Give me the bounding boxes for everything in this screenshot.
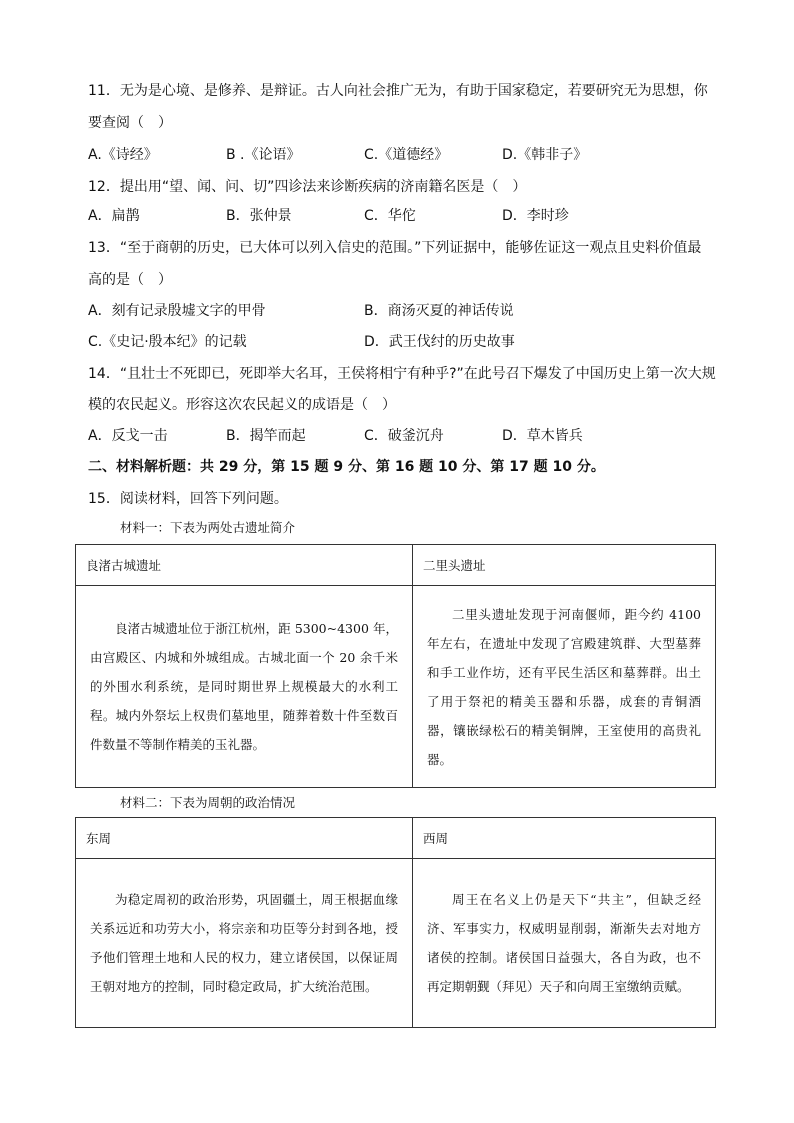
q14-option-c: C．破釜沉舟 — [364, 428, 444, 444]
material2-cell-east-zhou — [76, 859, 413, 1028]
material2-header-east-zhou: 东周 — [76, 818, 413, 859]
material1-caption: 材料一：下表为两处古遗址简介 — [120, 520, 296, 535]
section2-heading: 二、材料解析题：共 29 分，第 15 题 9 分、第 16 题 10 分、第 17 题 10 分。 — [88, 459, 605, 475]
q14-option-b: B．揭竿而起 — [226, 428, 306, 444]
material1-text-erlitou: 二里头遗址发现于河南偃师，距今约 4100 年左右，在遗址中发现了宫殿建筑群、大型墓葬和手工业作坊，还有平民生活区和墓葬群。出土了用于祭祀的精美玉器和乐器，成套的青铜酒器，镶嵌绿松石的精美铜牌，王室使用的高贵礼器。 — [427, 606, 701, 767]
material1-cell-erlitou — [413, 586, 716, 788]
q13-option-d: D．武王伐纣的历史故事 — [364, 334, 515, 350]
material2-text-west-zhou: 周王在名义上仍是天下“共主”，但缺乏经济、军事实力，权威明显削弱，渐渐失去对地方诸侯的控制。诸侯国日益强大，各自为政，也不再定期朝觐（拜见）天子和向周王室缴纳贡赋。 — [427, 892, 701, 994]
material1-body-row — [76, 586, 716, 788]
q12-option-a: A．扁鹊 — [88, 208, 140, 224]
q11-option-d: D.《韩非子》 — [502, 147, 588, 163]
material1-header-liangzhu: 良渚古城遗址 — [76, 545, 413, 586]
material2-header-row — [76, 818, 716, 859]
q14-stem-line2: 模的农民起义。形容这次农民起义的成语是（ ） — [88, 397, 396, 413]
material2-cell-west-zhou — [413, 859, 716, 1028]
material1-header-erlitou: 二里头遗址 — [413, 545, 716, 586]
q11-option-c: C.《道德经》 — [364, 147, 449, 163]
material2-text-east-zhou: 为稳定周初的政治形势，巩固疆土，周王根据血缘关系远近和功劳大小，将宗亲和功臣等分封到各地，授予他们管理土地和人民的权力，建立诸侯国，以保证周王朝对地方的控制，同时稳定政局，扩大统治范围。 — [90, 892, 398, 994]
q14-option-a: A．反戈一击 — [88, 428, 168, 444]
material2-table — [75, 817, 716, 1028]
q13-stem-line2: 高的是（ ） — [88, 272, 172, 288]
q13-option-c: C.《史记·殷本纪》的记载 — [88, 334, 247, 350]
q11-stem-line2: 要查阅（ ） — [88, 115, 172, 131]
q15-stem: 15．阅读材料，回答下列问题。 — [88, 491, 288, 507]
q11-stem-line1: 11．无为是心境、是修养、是辩证。古人向社会推广无为，有助于国家稳定，若要研究无为思想，你 — [88, 83, 708, 99]
q13-stem-line1: 13．“至于商朝的历史，已大体可以列入信史的范围。”下列证据中，能够佐证这一观点且史料价值最 — [88, 240, 702, 256]
material1-header-row — [76, 545, 716, 586]
q11-option-a: A.《诗经》 — [88, 147, 158, 163]
q12-option-b: B．张仲景 — [226, 208, 292, 224]
q11-option-b: B .《论语》 — [226, 147, 301, 163]
q13-option-b: B．商汤灭夏的神话传说 — [364, 303, 514, 319]
material1-table — [75, 544, 716, 788]
material2-header-west-zhou: 西周 — [413, 818, 716, 859]
q12-option-c: C．华佗 — [364, 208, 416, 224]
q14-option-d: D．草木皆兵 — [502, 428, 583, 444]
material1-text-liangzhu: 良渚古城遗址位于浙江杭州，距 5300~4300 年，由宫殿区、内城和外城组成。古城北面一个 20 余千米的外围水利系统，是同时期世界上规模最大的水利工程。城内外祭坛上权贵们墓地里，随葬着数十件至数百件数量不等制作精美的玉礼器。 — [90, 621, 398, 752]
material2-caption: 材料二：下表为周朝的政治情况 — [120, 795, 296, 810]
q14-stem-line1: 14．“且壮士不死即已，死即举大名耳，王侯将相宁有种乎?”在此号召下爆发了中国历史上第一次大规 — [88, 366, 716, 382]
material1-cell-liangzhu — [76, 586, 413, 788]
q12-stem: 12．提出用“望、闻、问、切”四诊法来诊断疾病的济南籍名医是（ ） — [88, 179, 527, 195]
q13-option-a: A．刻有记录殷墟文字的甲骨 — [88, 303, 266, 319]
material2-body-row — [76, 859, 716, 1028]
q12-option-d: D．李时珍 — [502, 208, 569, 224]
